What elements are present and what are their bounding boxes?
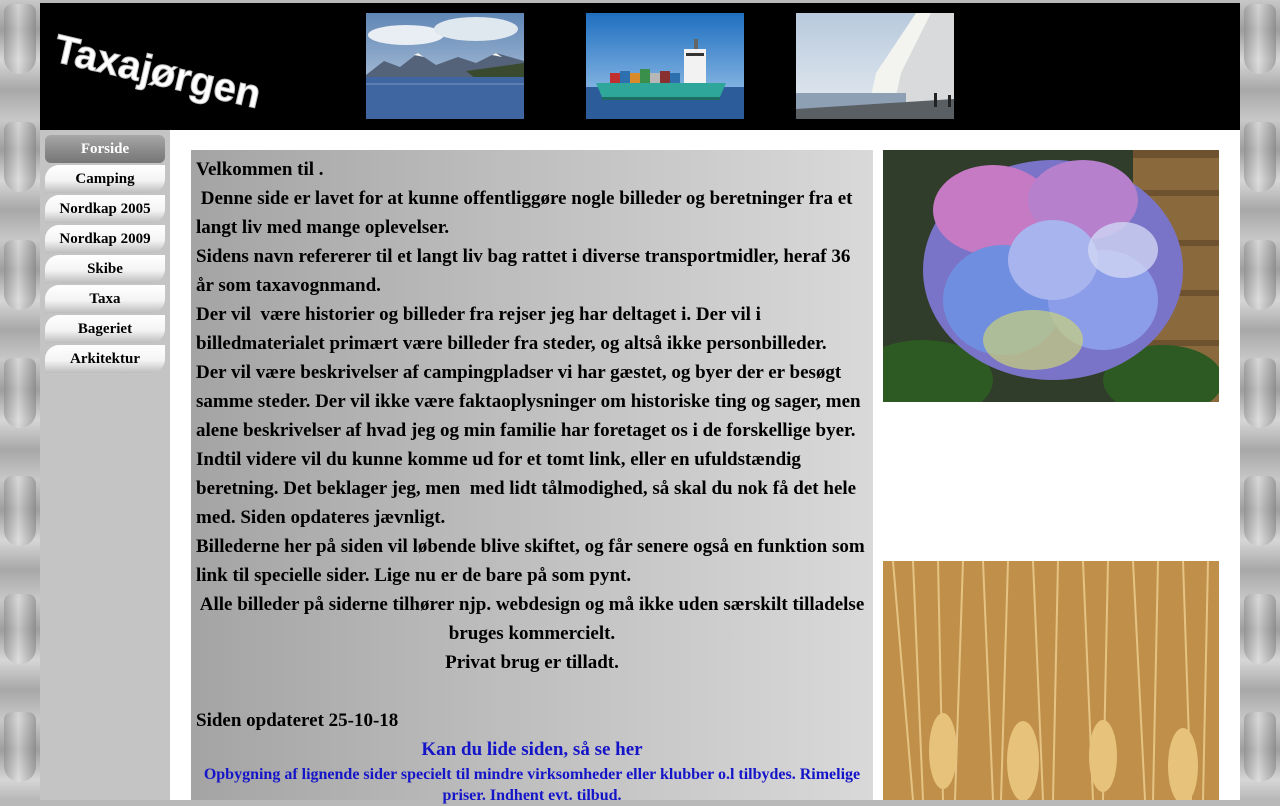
header-photo-fjord [366, 13, 524, 119]
private-use-notice: Privat brug er tilladt. [445, 652, 619, 673]
paragraph-intro: Denne side er lavet for at kunne offentliggøre nogle billeder og beretninger fra et langt liv med mange oplevelser. [196, 188, 858, 238]
header-photo-container-ship [586, 13, 744, 119]
paragraph-camping: Der vil være beskrivelser af campingpladser vi har gæstet, og byer der er besøgt samme steder. Der vil ikke være faktaoplysninger om historiske ting og sager, men alene beskrivelser af hvad jeg og min familie har foretaget os i de forskellige byer. [196, 362, 861, 441]
last-updated: Siden opdateret 25-10-18 [196, 710, 399, 731]
wheat-photo [883, 561, 1219, 800]
logo-text: Taxajørgen [49, 26, 265, 118]
sidebar-nav [40, 130, 170, 800]
nav-item-camping[interactable]: Camping [45, 165, 165, 193]
site-logo[interactable] [48, 13, 288, 123]
right-background-pattern [1240, 0, 1280, 800]
nav-item-skibe[interactable]: Skibe [45, 255, 165, 283]
main-content [170, 130, 1240, 804]
paragraph-travels: Der vil være historier og billeder fra rejser jeg har deltaget i. Der vil i billedmaterialet primært være billeder fra steder, og altså ikke personbilleder. [196, 304, 827, 354]
welcome-heading: Velkommen til . [196, 159, 324, 180]
nav-item-nordkap-2009[interactable]: Nordkap 2009 [45, 225, 165, 253]
nav-item-nordkap-2005[interactable]: Nordkap 2005 [45, 195, 165, 223]
copyright-notice: Alle billeder på siderne tilhører njp. webdesign og må ikke uden særskilt tilladelse bruges kommercielt. [199, 594, 865, 644]
header-photo-chalk-cliff [796, 13, 954, 119]
paragraph-updates: Indtil videre vil du kunne komme ud for et tomt link, eller en ufuldstændig beretning. Det beklager jeg, men med lidt tålmodighed, så skal du nok få det hele med. Siden opdateres jævnligt. [196, 449, 861, 528]
offer-link[interactable]: Opbygning af lignende sider specielt til mindre virksomheder eller klubber o.l tilbydes. Rimelige priser. Indhent evt. tilbud. [203, 766, 861, 804]
welcome-text-panel [191, 150, 873, 804]
nav-item-taxa[interactable]: Taxa [45, 285, 165, 313]
site-header [40, 3, 1240, 130]
like-page-link[interactable]: Kan du lide siden, så se her [421, 739, 643, 760]
nav-item-forside[interactable]: Forside [45, 135, 165, 163]
hydrangea-photo [883, 150, 1219, 402]
nav-item-bageriet[interactable]: Bageriet [45, 315, 165, 343]
left-background-pattern [0, 0, 40, 800]
paragraph-pictures: Billederne her på siden vil løbende blive skiftet, og får senere også en funktion som link til specielle sider. Lige nu er de bare på som pynt. [196, 536, 865, 586]
paragraph-name: Sidens navn refererer til et langt liv bag rattet i diverse transportmidler, heraf 36 år som taxavognmand. [196, 246, 851, 296]
nav-item-arkitektur[interactable]: Arkitektur [45, 345, 165, 373]
spacer [196, 677, 868, 706]
